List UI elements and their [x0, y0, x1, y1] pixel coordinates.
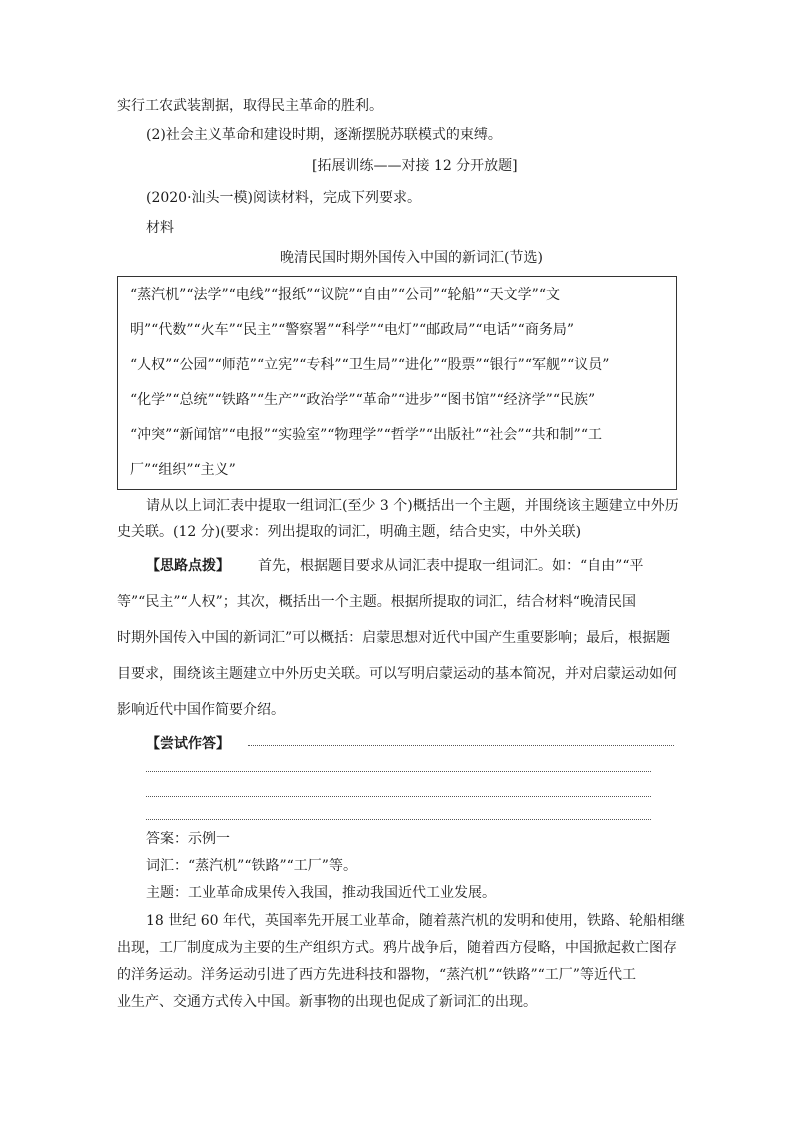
line-conclusion-1: 实行工农武装割据，取得民主革命的胜利。: [117, 98, 383, 114]
hint-line: 时期外国传入中国的新词汇”可以概括：启蒙思想对近代中国产生重要影响；最后，根据题: [117, 630, 671, 646]
line-conclusion-2: (2)社会主义革命和建设时期，逐渐摆脱苏联模式的束缚。: [146, 127, 502, 143]
answer-line[interactable]: [146, 796, 651, 797]
vocabulary-box: [117, 276, 677, 490]
hint-line: 影响近代中国作简要介绍。: [117, 702, 285, 718]
question-line: 请从以上词汇表中提取一组词汇(至少 3 个)概括出一个主题，并围绕该主题建立中外历: [146, 498, 679, 514]
hint-line: 目要求，围绕该主题建立中外历史关联。可以写明启蒙运动的基本简况，并对启蒙运动如何: [117, 666, 677, 682]
hint-line: 等”“民主”“人权”；其次，概括出一个主题。根据所提取的词汇，结合材料“晚清民国: [117, 594, 636, 610]
answer-line[interactable]: [248, 745, 674, 746]
vocab-line: 明”“代数”“火车”“民主”“警察署”“科学”“电灯”“邮政局”“电话”“商务局”: [130, 322, 574, 338]
table-title: 晚清民国时期外国传入中国的新词汇(节选): [280, 250, 543, 266]
material-label: 材料: [146, 220, 174, 236]
hint-line: 首先，根据题目要求从词汇表中提取一组词汇。如：“自由”“平: [258, 558, 644, 574]
vocab-line: 厂”“组织”“主义”: [130, 462, 236, 478]
answer-line[interactable]: [146, 771, 651, 772]
vocab-line: “人权”“公园”“师范”“立宪”“专科”“卫生局”“进化”“股票”“银行”“军舰”“议员”: [130, 357, 610, 373]
answer-theme: 主题：工业革命成果传入我国，推动我国近代工业发展。: [146, 885, 496, 901]
answer-para-line: 的洋务运动。洋务运动引进了西方先进科技和器物，“蒸汽机”“铁路”“工厂”等近代工: [117, 967, 636, 983]
question-source: (2020·汕头一模)阅读材料，完成下列要求。: [146, 190, 422, 206]
vocab-line: “冲突”“新闻馆”“电报”“实验室”“物理学”“哲学”“出版社”“社会”“共和制”“工: [130, 427, 602, 443]
answer-para-line: 出现，工厂制度成为主要的生产组织方式。鸦片战争后，随着西方侵略，中国掀起救亡图存: [117, 940, 677, 956]
answer-line[interactable]: [146, 819, 651, 820]
section-heading: [拓展训练——对接 12 分开放题]: [312, 158, 518, 174]
try-answer-label: 【尝试作答】: [146, 736, 230, 752]
answer-vocab: 词汇：“蒸汽机”“铁路”“工厂”等。: [146, 858, 357, 874]
vocab-line: “蒸汽机”“法学”“电线”“报纸”“议院”“自由”“公司”“轮船”“天文学”“文: [130, 287, 560, 303]
answer-label: 答案：示例一: [146, 831, 230, 847]
question-line: 史关联。(12 分)(要求：列出提取的词汇，明确主题，结合史实，中外关联): [117, 524, 582, 540]
hint-label: 【思路点拨】: [146, 558, 230, 574]
answer-para-line: 业生产、交通方式传入中国。新事物的出现也促成了新词汇的出现。: [117, 994, 537, 1010]
answer-para-line: 18 世纪 60 年代，英国率先开展工业革命，随着蒸汽机的发明和使用，铁路、轮船相继: [146, 913, 685, 929]
vocab-line: “化学”“总统”“铁路”“生产”“政治学”“革命”“进步”“图书馆”“经济学”“民族”: [130, 392, 596, 408]
